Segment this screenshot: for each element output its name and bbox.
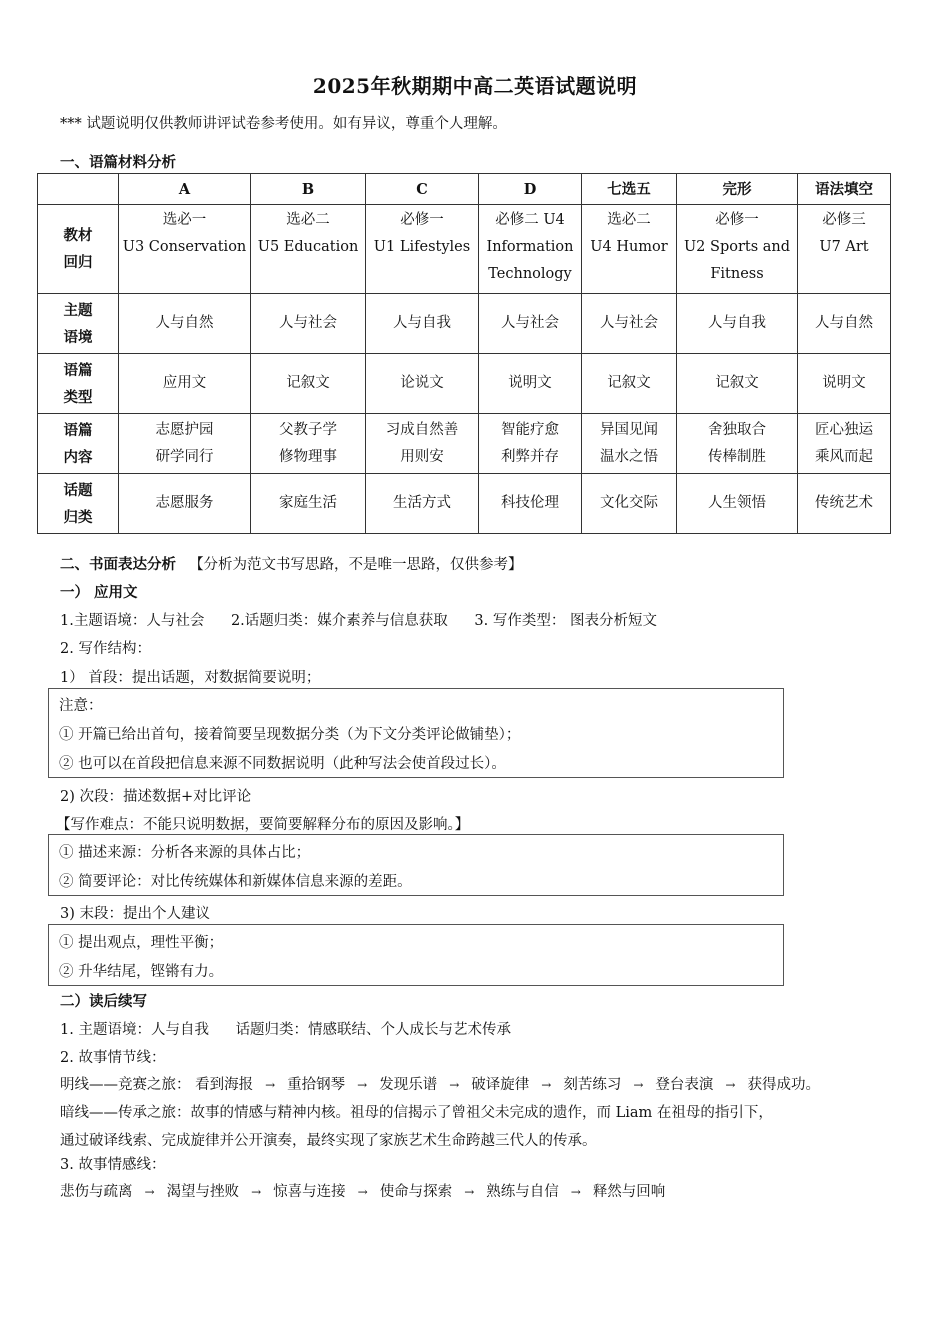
note-box-2-item-2: ② 简要评论：对比传统媒体和新媒体信息来源的差距。 bbox=[59, 874, 412, 890]
column-header: B bbox=[251, 174, 366, 205]
table-cell bbox=[366, 205, 479, 294]
cell-line: U3 Conservation bbox=[122, 239, 247, 255]
row-header-line: 语篇 bbox=[63, 421, 93, 439]
cell-line: 志愿护园 bbox=[155, 421, 214, 438]
arrow-right-icon: → bbox=[725, 1078, 736, 1092]
cell-line: 说明文 bbox=[822, 375, 866, 391]
table-cell bbox=[251, 294, 366, 354]
note-box-1-item-2: ② 也可以在首段把信息来源不同数据说明（此种写法会使首段过长）。 bbox=[59, 756, 506, 772]
table-cell bbox=[677, 205, 798, 294]
cell-line: 人与社会 bbox=[279, 315, 337, 331]
cell-line: 记叙文 bbox=[286, 375, 330, 391]
table-cell bbox=[251, 354, 366, 414]
row-header-line: 语境 bbox=[63, 328, 93, 346]
row-header-line: 话题 bbox=[63, 481, 93, 499]
row-header-line: 内容 bbox=[63, 448, 93, 466]
row-header-line: 语篇 bbox=[63, 361, 93, 379]
cell-line: 论说文 bbox=[400, 375, 444, 391]
column-header: C bbox=[366, 174, 479, 205]
table-row bbox=[38, 205, 891, 294]
row-header bbox=[38, 414, 119, 474]
arrow-right-icon: → bbox=[357, 1185, 368, 1199]
table-cell bbox=[119, 354, 251, 414]
paragraph2-note: 【写作难点：不能只说明数据，要简要解释分布的原因及影响。】 bbox=[56, 817, 470, 833]
table-row bbox=[38, 354, 891, 414]
section1-heading: 一、语篇材料分析 bbox=[60, 154, 176, 171]
table-cell bbox=[582, 414, 677, 474]
table-cell bbox=[677, 474, 798, 534]
cell-line: 修物理事 bbox=[279, 448, 337, 465]
cell-line: 生活方式 bbox=[393, 495, 451, 511]
table-cell bbox=[479, 354, 582, 414]
note-box-2 bbox=[48, 834, 784, 896]
cell-line: 利弊并存 bbox=[501, 448, 559, 465]
part1-heading: 一） 应用文 bbox=[60, 584, 138, 601]
table-cell bbox=[798, 414, 891, 474]
paragraph3-text: 3) 末段：提出个人建议 bbox=[60, 906, 210, 922]
plot-step: 登台表演 bbox=[655, 1077, 714, 1093]
table-cell bbox=[119, 294, 251, 354]
plot-step: 看到海报 bbox=[195, 1077, 254, 1093]
part2-heading: 二）读后续写 bbox=[60, 993, 147, 1010]
table-header-row bbox=[38, 174, 891, 205]
paragraph1-text: 1） 首段：提出话题，对数据简要说明； bbox=[60, 670, 321, 686]
plot-step: 刻苦练习 bbox=[563, 1077, 622, 1093]
emotion-step: 渴望与挫败 bbox=[166, 1184, 240, 1200]
table-cell bbox=[677, 354, 798, 414]
cell-line: 智能疗愈 bbox=[501, 421, 559, 438]
part1-info-theme: 1.主题语境：人与社会 bbox=[60, 613, 205, 629]
row-header bbox=[38, 205, 119, 294]
cell-line: 记叙文 bbox=[715, 375, 759, 391]
column-header: D bbox=[479, 174, 582, 205]
table-cell bbox=[798, 354, 891, 414]
column-header bbox=[38, 174, 119, 205]
cell-line: 选必一 bbox=[162, 212, 207, 228]
cell-line: 记叙文 bbox=[607, 375, 651, 391]
cell-line: U7 Art bbox=[819, 239, 869, 255]
cell-line: 温水之悟 bbox=[600, 448, 658, 465]
table-cell bbox=[798, 294, 891, 354]
emotion-step: 惊喜与连接 bbox=[273, 1184, 346, 1200]
table-cell bbox=[119, 474, 251, 534]
table-row bbox=[38, 414, 891, 474]
row-header-line: 教材 bbox=[63, 227, 93, 244]
cell-line: 必修二 U4 bbox=[495, 212, 565, 228]
cell-line: U2 Sports and bbox=[683, 239, 791, 255]
row-header bbox=[38, 474, 119, 534]
emotion-step: 悲伤与疏离 bbox=[60, 1184, 133, 1200]
cell-line: 传棒制胜 bbox=[708, 448, 766, 465]
cell-line: 异国见闻 bbox=[600, 421, 658, 438]
emotion-line bbox=[60, 1180, 665, 1201]
cell-line: 必修一 bbox=[715, 212, 759, 228]
cell-line: U4 Humor bbox=[590, 239, 668, 255]
table-cell bbox=[479, 474, 582, 534]
cell-line: 舍独取合 bbox=[708, 421, 766, 438]
cell-line: Information bbox=[486, 239, 574, 255]
plot-step: 重拾钢琴 bbox=[287, 1077, 346, 1093]
column-header: 完形 bbox=[677, 174, 798, 205]
cell-line: 应用文 bbox=[162, 375, 207, 391]
cell-line: 人与社会 bbox=[501, 315, 559, 331]
table-cell bbox=[582, 474, 677, 534]
plot-step: 发现乐谱 bbox=[379, 1077, 438, 1093]
cell-line: 人与自然 bbox=[155, 315, 214, 331]
row-header-line: 回归 bbox=[63, 254, 93, 271]
cell-line: 父教子学 bbox=[279, 421, 337, 438]
table-cell bbox=[479, 414, 582, 474]
cell-line: 乘风而起 bbox=[815, 448, 873, 465]
table-row bbox=[38, 294, 891, 354]
plot-step: 破译旋律 bbox=[471, 1077, 530, 1093]
cell-line: 习成自然善 bbox=[385, 421, 459, 438]
emotion-step: 熟练与自信 bbox=[486, 1184, 559, 1200]
emotion-step: 释然与回响 bbox=[592, 1184, 666, 1200]
cell-line: 科技伦理 bbox=[501, 495, 559, 511]
note-box-1-label: 注意： bbox=[59, 698, 103, 714]
hidden-line-2: 通过破译线索、完成旋律并公开演奏，最终实现了家族艺术生命跨越三代人的传承。 bbox=[60, 1133, 597, 1149]
emotion-label: 3. 故事情感线： bbox=[60, 1157, 166, 1173]
table-cell bbox=[479, 294, 582, 354]
cell-line: 选必二 bbox=[607, 212, 651, 228]
table-cell bbox=[251, 474, 366, 534]
cell-line: 必修一 bbox=[400, 212, 444, 228]
hidden-line-1: 暗线——传承之旅：故事的情感与精神内核。祖母的信揭示了曾祖父未完成的遗作，而 Liam 在祖母的指引下， bbox=[60, 1105, 773, 1121]
page-title: 2025年秋期期中高二英语试题说明 bbox=[312, 74, 638, 98]
row-header bbox=[38, 354, 119, 414]
plot-step: 获得成功。 bbox=[747, 1077, 820, 1093]
table-cell bbox=[119, 205, 251, 294]
arrow-right-icon: → bbox=[449, 1078, 460, 1092]
cell-line: 必修三 bbox=[822, 212, 866, 228]
cell-line: 人与自我 bbox=[708, 315, 766, 331]
cell-line: Technology bbox=[488, 266, 572, 282]
arrow-right-icon: → bbox=[464, 1185, 475, 1199]
row-header-line: 主题 bbox=[63, 301, 93, 319]
cell-line: 人与自我 bbox=[393, 315, 451, 331]
arrow-right-icon: → bbox=[633, 1078, 644, 1092]
table-cell bbox=[479, 205, 582, 294]
part2-info-theme: 1. 主题语境：人与自我 bbox=[60, 1022, 209, 1038]
note-box-3-item-2: ② 升华结尾，铿锵有力。 bbox=[59, 964, 224, 980]
cell-line: U1 Lifestyles bbox=[373, 239, 471, 255]
section2-heading bbox=[60, 553, 523, 574]
plot-line bbox=[60, 1073, 820, 1094]
cell-line: 选必二 bbox=[286, 212, 330, 228]
table-cell bbox=[582, 205, 677, 294]
cell-line: 文化交际 bbox=[600, 495, 658, 511]
paragraph2-text: 2) 次段：描述数据+对比评论 bbox=[60, 789, 252, 805]
section2-heading-note: 【分析为范文书写思路，不是唯一思路，仅供参考】 bbox=[189, 557, 523, 573]
table-cell bbox=[251, 205, 366, 294]
usage-note: *** 试题说明仅供教师讲评试卷参考使用。如有异议，尊重个人理解。 bbox=[60, 116, 507, 132]
cell-line: 人生领悟 bbox=[708, 495, 766, 511]
cell-line: Fitness bbox=[710, 266, 764, 282]
cell-line: 研学同行 bbox=[155, 448, 214, 465]
part1-info-topic: 2.话题归类：媒介素养与信息获取 bbox=[230, 613, 448, 629]
table-cell bbox=[366, 354, 479, 414]
cell-line: 人与社会 bbox=[600, 315, 658, 331]
section2-heading-text: 二、书面表达分析 bbox=[60, 556, 176, 573]
plot-prefix: 明线——竞赛之旅： bbox=[60, 1077, 191, 1093]
table-cell bbox=[798, 205, 891, 294]
material-analysis-table bbox=[37, 173, 891, 534]
part2-info bbox=[60, 1018, 511, 1039]
table-cell bbox=[366, 474, 479, 534]
column-header: 语法填空 bbox=[798, 174, 891, 205]
arrow-right-icon: → bbox=[144, 1185, 155, 1199]
part2-info-topic: 话题归类：情感联结、个人成长与艺术传承 bbox=[235, 1022, 512, 1038]
cell-line: 用则安 bbox=[400, 448, 444, 465]
emotion-step: 使命与探索 bbox=[379, 1184, 453, 1200]
note-box-3 bbox=[48, 924, 784, 986]
table-cell bbox=[677, 294, 798, 354]
table-cell bbox=[582, 354, 677, 414]
note-box-1 bbox=[48, 688, 784, 778]
row-header-line: 类型 bbox=[63, 388, 93, 406]
row-header bbox=[38, 294, 119, 354]
cell-line: 人与自然 bbox=[815, 315, 873, 331]
arrow-right-icon: → bbox=[570, 1185, 581, 1199]
table-cell bbox=[251, 414, 366, 474]
column-header: A bbox=[119, 174, 251, 205]
row-header-line: 归类 bbox=[63, 508, 93, 526]
table-cell bbox=[119, 414, 251, 474]
table-cell bbox=[677, 414, 798, 474]
cell-line: 志愿服务 bbox=[155, 495, 214, 511]
table-cell bbox=[366, 294, 479, 354]
part1-info bbox=[60, 609, 657, 630]
note-box-1-item-1: ① 开篇已给出首句，接着简要呈现数据分类（为下文分类评论做铺垫）； bbox=[59, 727, 521, 743]
table-cell bbox=[366, 414, 479, 474]
plot-label: 2. 故事情节线： bbox=[60, 1050, 166, 1066]
cell-line: 匠心独运 bbox=[815, 421, 873, 438]
cell-line: 传统艺术 bbox=[815, 495, 873, 511]
column-header: 七选五 bbox=[582, 174, 677, 205]
arrow-right-icon: → bbox=[357, 1078, 368, 1092]
cell-line: 家庭生活 bbox=[279, 495, 337, 511]
arrow-right-icon: → bbox=[265, 1078, 276, 1092]
table-cell bbox=[582, 294, 677, 354]
part1-info-type: 3. 写作类型： 图表分析短文 bbox=[474, 613, 657, 629]
cell-line: U5 Education bbox=[257, 239, 359, 255]
note-box-2-item-1: ① 描述来源：分析各来源的具体占比； bbox=[59, 845, 311, 861]
arrow-right-icon: → bbox=[541, 1078, 552, 1092]
structure-label: 2. 写作结构： bbox=[60, 641, 151, 657]
note-box-3-item-1: ① 提出观点，理性平衡； bbox=[59, 935, 224, 951]
table-cell bbox=[798, 474, 891, 534]
arrow-right-icon: → bbox=[251, 1185, 262, 1199]
table-row bbox=[38, 474, 891, 534]
cell-line: 说明文 bbox=[508, 375, 552, 391]
